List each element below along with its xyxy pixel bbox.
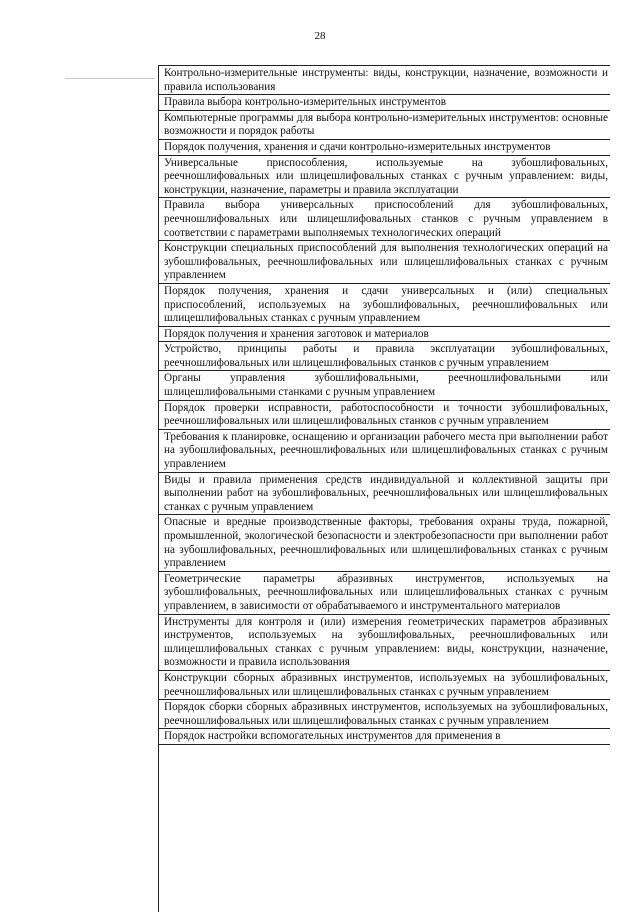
page-number: 28 <box>314 30 326 42</box>
knowledge-table <box>158 65 610 745</box>
table-row: Порядок сборки сборных абразивных инструментов, используемых на зубошлифовальных, реечношлифовальных или шлицешлифовальных станках с ручным управлением <box>158 700 610 729</box>
table-row: Универсальные приспособления, используемые на зубошлифовальных, реечношлифовальных или шлицешлифовальных станках с ручным управлением: виды, конструкции, назначение, параметры и правила эксплуатации <box>158 156 610 199</box>
table-row: Конструкции сборных абразивных инструментов, используемых на зубошлифовальных, реечношлифовальных или шлицешлифовальных станках с ручным управлением <box>158 671 610 700</box>
table-row: Компьютерные программы для выбора контрольно-измерительных инструментов: основные возможности и порядок работы <box>158 111 610 140</box>
table-row: Требования к планировке, оснащению и организации рабочего места при выполнении работ на зубошлифовальных, реечношлифовальных или шлицешлифовальных станках с ручным управлением <box>158 430 610 473</box>
table-row: Порядок настройки вспомогательных инструментов для применения в <box>158 729 610 745</box>
table-row: Правила выбора универсальных приспособлений для зубошлифовальных, реечношлифовальных или шлицешлифовальных станков с ручным управлением в соответствии с параметрами выполняемых технологических операций <box>158 198 610 241</box>
table-row: Порядок получения, хранения и сдачи универсальных и (или) специальных приспособлений, используемых на зубошлифовальных, реечношлифовальных или шлицешлифовальных станках с ручным управлением <box>158 284 610 327</box>
table-row: Инструменты для контроля и (или) измерения геометрических параметров абразивных инструментов, используемых на зубошлифовальных, реечношлифовальных или шлицешлифовальных станках с ручным управлением: виды, конструкции, назначение, возможности и правила использования <box>158 615 610 671</box>
table-row: Органы управления зубошлифовальными, реечношлифовальными или шлицешлифовальными станками с ручным управлением <box>158 371 610 400</box>
table-row: Геометрические параметры абразивных инструментов, используемых на зубошлифовальных, реечношлифовальных или шлицешлифовальных станках с ручным управлением, в зависимости от обрабатываемого и инструментального материалов <box>158 572 610 615</box>
table-row: Порядок проверки исправности, работоспособности и точности зубошлифовальных, реечношлифовальных или шлицешлифовальных станков с ручным управлением <box>158 401 610 430</box>
table-row: Опасные и вредные производственные факторы, требования охраны труда, пожарной, промышленной, экологической безопасности и электробезопасности при выполнении работ на зубошлифовальных, реечношлифовальных или шлицешлифовальных станках с ручным управлением <box>158 515 610 571</box>
table-row: Правила выбора контрольно-измерительных инструментов <box>158 95 610 111</box>
table-row: Порядок получения и хранения заготовок и материалов <box>158 327 610 343</box>
table-row: Порядок получения, хранения и сдачи контрольно-измерительных инструментов <box>158 140 610 156</box>
left-column-rule <box>65 78 155 79</box>
table-row: Конструкции специальных приспособлений для выполнения технологических операций на зубошлифовальных, реечношлифовальных или шлицешлифовальных станках с ручным управлением <box>158 241 610 284</box>
table-row: Виды и правила применения средств индивидуальной и коллективной защиты при выполнении работ на зубошлифовальных, реечношлифовальных или шлицешлифовальных станках с ручным управлением <box>158 473 610 516</box>
table-row: Устройство, принципы работы и правила эксплуатации зубошлифовальных, реечношлифовальных или шлицешлифовальных станков с ручным управлением <box>158 342 610 371</box>
table-row: Контрольно-измерительные инструменты: виды, конструкции, назначение, возможности и правила использования <box>158 66 610 95</box>
